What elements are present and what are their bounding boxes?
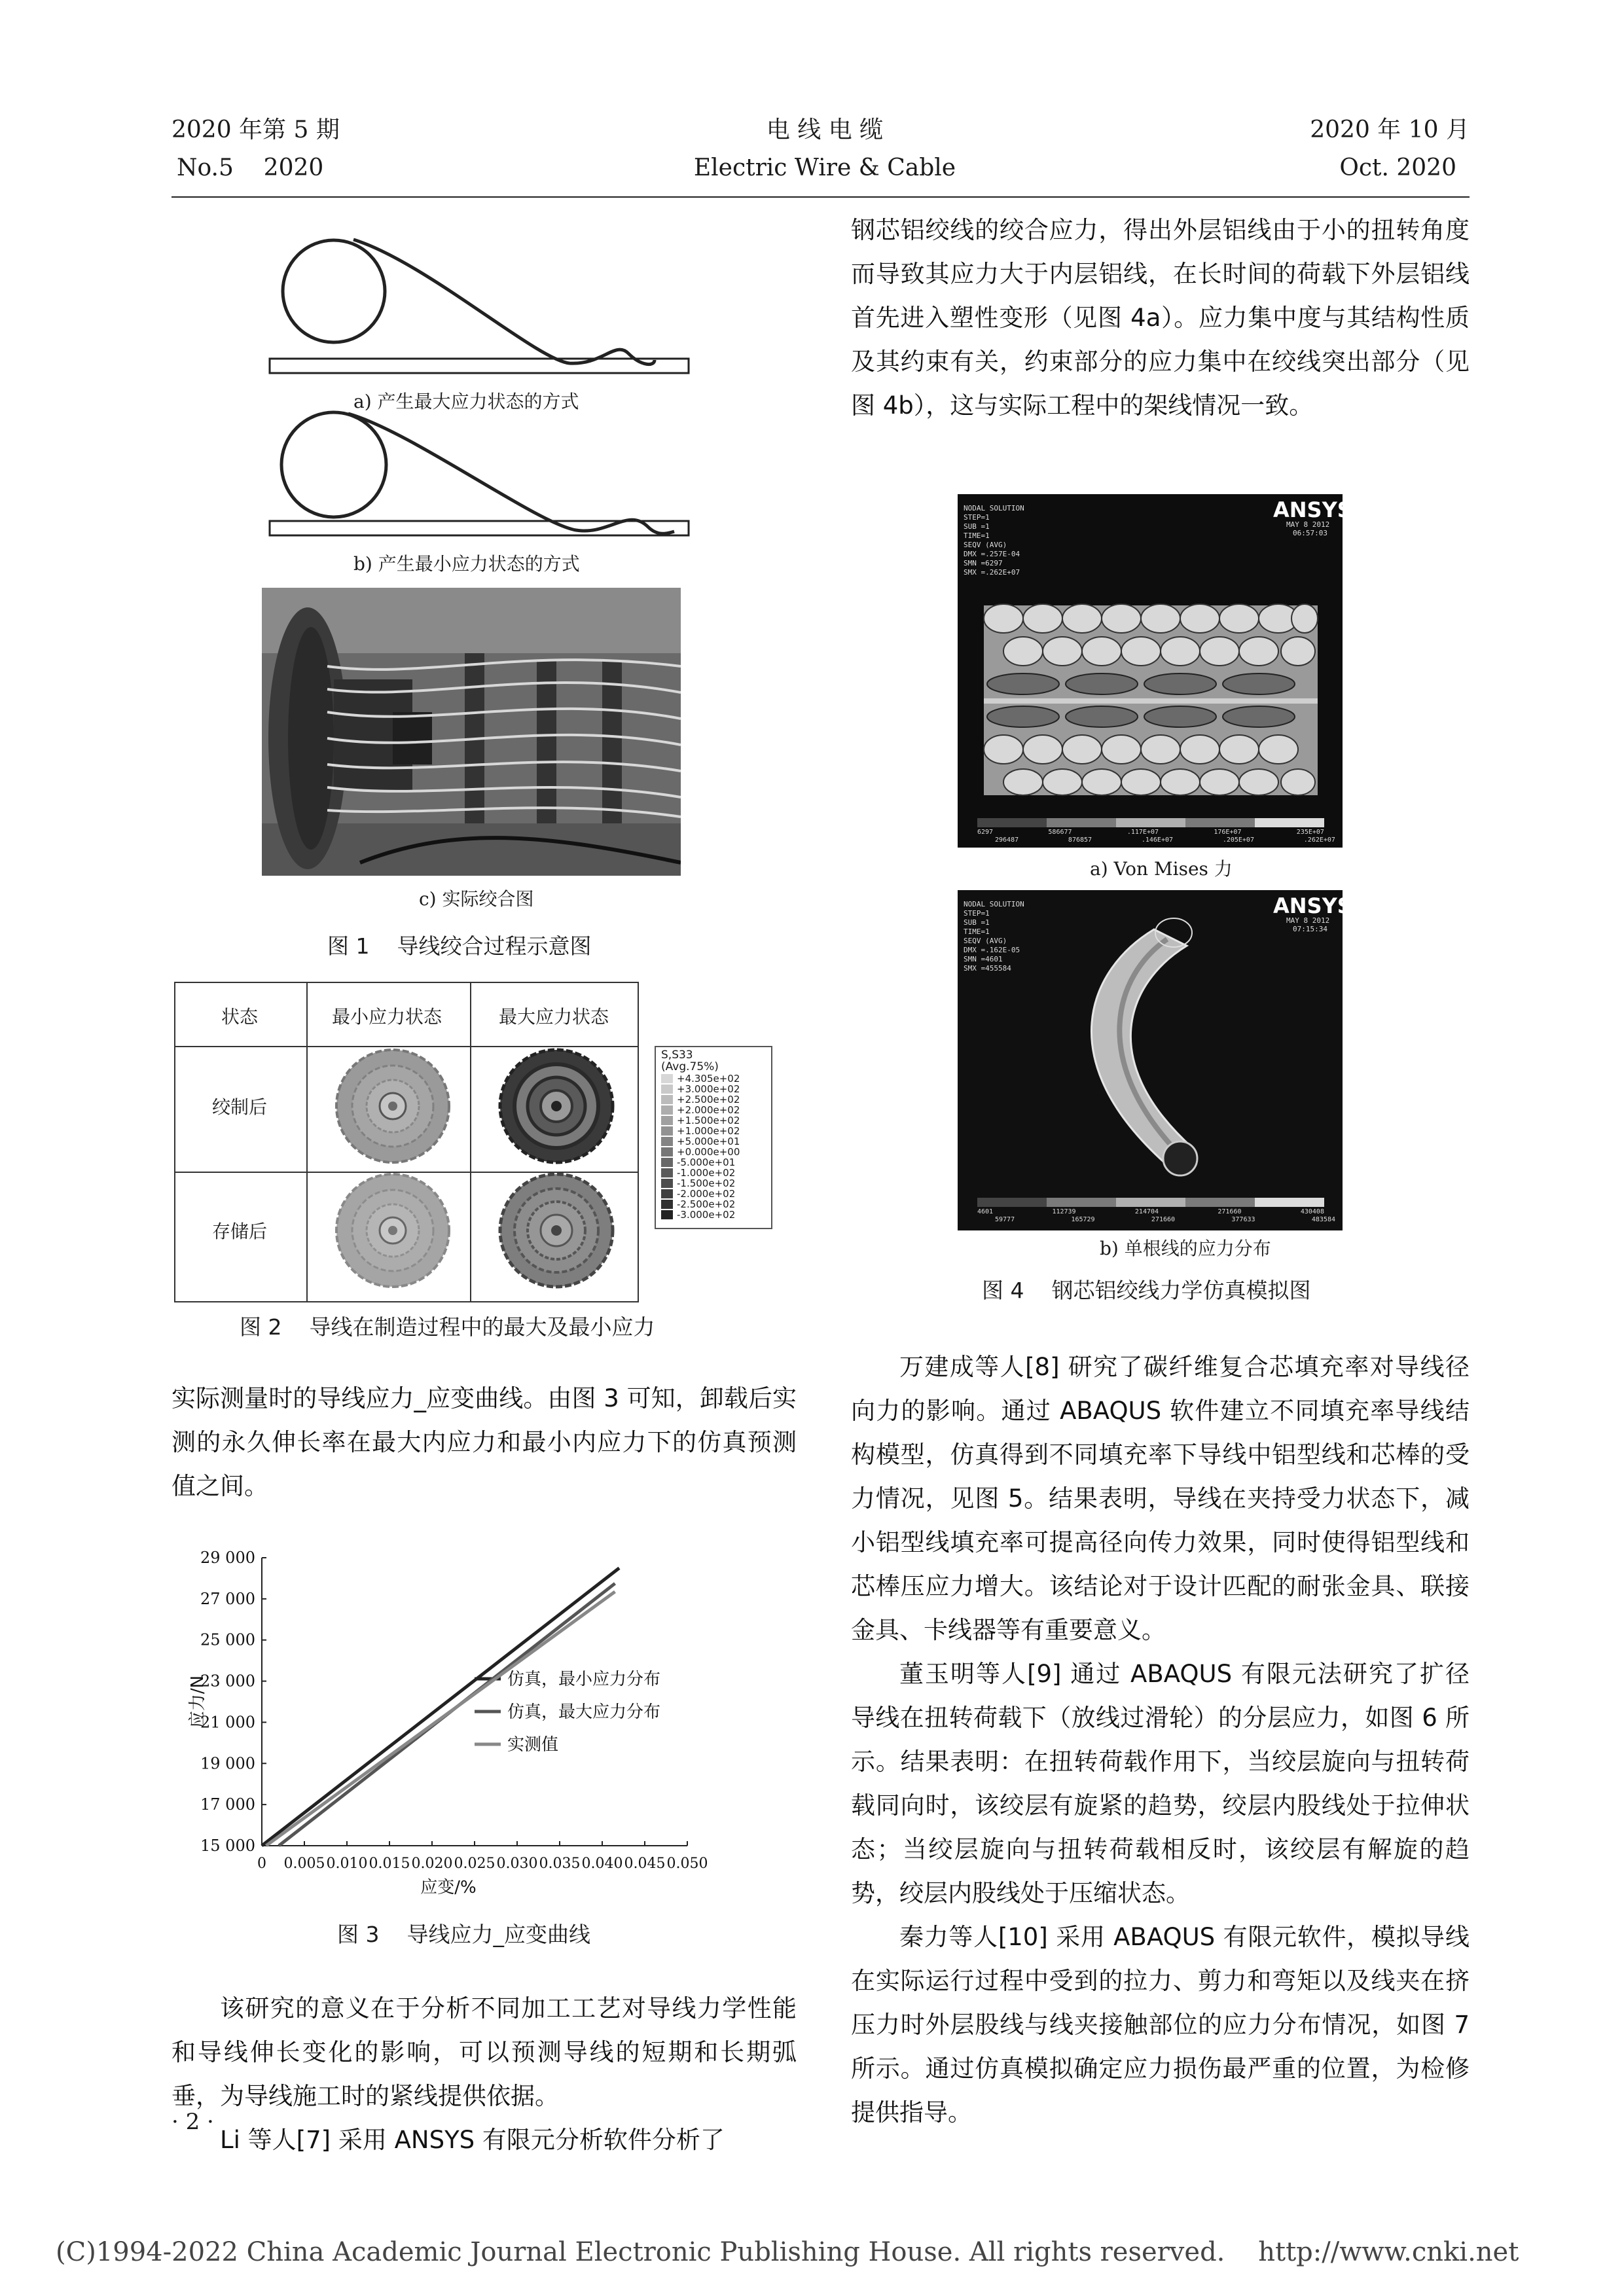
- right-paragraph-3: 董玉明等人[9] 通过 ABAQUS 有限元法研究了扩径导线在扭转荷载下（放线过滑轮）的分层应力，如图 6 所示。结果表明：在扭转荷载作用下，当绞层旋向与扭转荷载同向时，该绞层有旋紧的趋势，绞层内股线处于拉伸状态；当绞层旋向与扭转荷载相反时，该绞层有解旋的趋势，绞层内股线处于压缩状态。: [851, 1660, 1470, 1907]
- fig2-legend-row: [661, 1084, 740, 1094]
- fig4b-info-line: SMX =455584: [964, 964, 1011, 973]
- fig4a-info-line: SUB =1: [964, 522, 990, 531]
- fig3-y-tick-label: 23 000: [200, 1672, 255, 1691]
- fig2-legend-scale: [661, 1073, 740, 1220]
- fig2-legend-value: +2.000e+02: [677, 1104, 740, 1116]
- fig4a-scale-label: .262E+07: [1303, 836, 1335, 844]
- fig2-legend-title: S,S33: [661, 1049, 693, 1062]
- left-paragraph-1: 实际测量时的导线应力_应变曲线。由图 3 可知，卸载后实测的永久伸长率在最大内应力和最小内应力下的仿真预测值之间。: [171, 1384, 797, 1500]
- fig4a-scale-label: 586677: [1048, 829, 1072, 836]
- fig3-x-tick-label: 0.035: [539, 1856, 581, 1872]
- fig2-legend-swatch: [661, 1189, 673, 1198]
- fig4b-info-line: SMN =4601: [964, 955, 1003, 963]
- fig3-x-tick-label: 0.025: [454, 1856, 496, 1872]
- fig3-y-tick-label: 25 000: [200, 1630, 255, 1649]
- fig3-x-tick-label: 0.005: [283, 1856, 325, 1872]
- fig3-x-tick-label: 0.015: [369, 1856, 410, 1872]
- fig4a-logo: ANSYS: [1273, 497, 1352, 522]
- fig4b-scale-label: 430408: [1300, 1208, 1324, 1215]
- fig4b-scale-top: [977, 1208, 1324, 1215]
- fig1b-caption: b) 产生最小应力状态的方式: [353, 553, 580, 575]
- fig2-legend-swatch: [661, 1116, 673, 1125]
- fig4a-scale-label: .146E+07: [1141, 836, 1174, 844]
- fig2-legend-value: +3.000e+02: [677, 1083, 740, 1095]
- fig2-row-after-storage: 存储后: [211, 1221, 267, 1242]
- fig2-legend-value: +5.000e+01: [677, 1136, 740, 1147]
- fig4b-info-line: DMX =.162E-05: [964, 946, 1020, 954]
- fig2-legend-swatch: [661, 1168, 673, 1177]
- fig4a-info-line: TIME=1: [964, 531, 990, 540]
- fig2-legend-row: [661, 1105, 740, 1115]
- fig4b-info-line: TIME=1: [964, 927, 990, 936]
- fig2-section-min-storage: [334, 1172, 452, 1289]
- right-paragraph-1: 钢芯铝绞线的绞合应力，得出外层铝线由于小的扭转角度而导致其应力大于内层铝线，在长时间的荷载下外层铝线首先进入塑性变形（见图 4a）。应力集中度与其结构性质及其约束有关，约束部分的应力集中在绞线突出部分（见图 4b），这与实际工程中的架线情况一致。: [851, 216, 1470, 420]
- fig4a-scale-label: .117E+07: [1127, 829, 1159, 836]
- fig4b-scale-label: 214704: [1134, 1208, 1159, 1215]
- fig3-y-tick-label: 27 000: [200, 1589, 255, 1608]
- fig3-x-tick-label: 0.030: [496, 1856, 538, 1872]
- fig4a-time: 06:57:03: [1293, 529, 1327, 537]
- fig2-col-max: 最大应力状态: [498, 1006, 609, 1028]
- fig2-legend-row: [661, 1115, 740, 1126]
- fig2-legend-value: -3.000e+02: [677, 1209, 736, 1221]
- fig3-title: 图 3 导线应力_应变曲线: [337, 1922, 590, 1947]
- fig2-legend-swatch: [661, 1074, 673, 1083]
- fig4b-scale-label: 483584: [1311, 1216, 1335, 1223]
- fig3-y-tick-label: 15 000: [200, 1837, 255, 1855]
- fig2-legend-swatch: [661, 1147, 673, 1157]
- fig2-legend-value: -5.000e+01: [677, 1157, 736, 1168]
- fig4b-scale-label: 59777: [995, 1216, 1015, 1223]
- fig2-legend-row: [661, 1210, 740, 1220]
- fig1a-diagram: [262, 236, 694, 386]
- fig1-title: 图 1 导线绞合过程示意图: [327, 933, 592, 959]
- fig2-title: 图 2 导线在制造过程中的最大及最小应力: [240, 1314, 655, 1340]
- fig2-legend-row: [661, 1136, 740, 1147]
- fig3-x-label: 应变/%: [420, 1878, 477, 1897]
- fig4a-scale-label: .205E+07: [1222, 836, 1254, 844]
- fig3-y-label: 应力/N: [188, 1675, 208, 1729]
- fig2-legend-row: [661, 1094, 740, 1105]
- fig2-row-after-stranding: 绞制后: [211, 1096, 267, 1118]
- fig2-legend-swatch: [661, 1137, 673, 1146]
- fig3-x-tick-label: 0.010: [326, 1856, 368, 1872]
- fig2-legend-value: +1.000e+02: [677, 1125, 740, 1137]
- fig1c-photo: [262, 588, 681, 876]
- fig2-legend-swatch: [661, 1085, 673, 1094]
- fig3-x-tick-label: 0.020: [411, 1856, 453, 1872]
- fig4b-scale-label: 271660: [1151, 1216, 1176, 1223]
- fig2-col-min: 最小应力状态: [331, 1006, 442, 1028]
- fig3-x-tick-label: 0.050: [666, 1856, 708, 1872]
- left-text-block-1: [171, 1376, 797, 1508]
- fig1a-caption: a) 产生最大应力状态的方式: [353, 391, 579, 412]
- issue-cn: 2020 年第 5 期: [171, 117, 340, 143]
- fig3-x-tick-label: 0.045: [624, 1856, 666, 1872]
- fig3-x-tick-label: 0.040: [581, 1856, 623, 1872]
- fig2-legend-swatch: [661, 1105, 673, 1115]
- fig3-x-tick-label: 0: [257, 1856, 266, 1872]
- fig3-legend-label: 仿真，最小应力分布: [507, 1670, 661, 1689]
- fig4a-scale-label: 235E+07: [1296, 829, 1324, 836]
- fig4a-info-line: STEP=1: [964, 513, 990, 522]
- fig2-legend-swatch: [661, 1158, 673, 1167]
- right-text-block-1: [851, 208, 1470, 427]
- fig2-legend-value: -2.000e+02: [677, 1188, 736, 1200]
- fig2-legend-row: [661, 1073, 740, 1084]
- fig4b-info-line: SEQV (AVG): [964, 937, 1007, 945]
- fig4b-scale-label: 4601: [977, 1208, 994, 1215]
- right-text-block-2: [851, 1345, 1470, 2134]
- right-paragraph-2: 万建成等人[8] 研究了碳纤维复合芯填充率对导线径向力的影响。通过 ABAQUS 软件建立不同填充率导线结构模型，仿真得到不同填充率下导线中铝型线和芯棒的受力情况，见图 5。结果表明，导线在夹持受力状态下，减小铝型线填充率可提高径向传力效果，同时使得铝型线和芯棒压应力增大。该结论对于设计匹配的耐张金具、联接金具、卡线器等有重要意义。: [851, 1353, 1470, 1644]
- left-paragraph-2: 该研究的意义在于分析不同加工工艺对导线力学性能和导线伸长变化的影响，可以预测导线的短期和长期弧垂，为导线施工时的紧线提供依据。: [171, 1994, 797, 2110]
- fig2-legend-value: +2.500e+02: [677, 1094, 740, 1105]
- fig2-legend-row: [661, 1178, 740, 1189]
- fig4b-scale-bottom: [995, 1216, 1335, 1223]
- left-text-block-2: [171, 1986, 797, 2162]
- fig4b-info-line: NODAL SOLUTION: [964, 900, 1024, 908]
- fig2-legend-value: -2.500e+02: [677, 1198, 736, 1210]
- fig4a-info-line: NODAL SOLUTION: [964, 504, 1024, 512]
- fig4a-scale-label: 296487: [995, 836, 1019, 844]
- fig4b-logo: ANSYS: [1273, 893, 1352, 918]
- fig4b-time: 07:15:34: [1293, 925, 1327, 933]
- fig4b-scale-label: 165729: [1071, 1216, 1095, 1223]
- fig3-legend-label: 实测值: [507, 1735, 559, 1755]
- fig2-legend-swatch: [661, 1200, 673, 1209]
- fig2-legend-value: +4.305e+02: [677, 1073, 740, 1085]
- fig4a-info-line: SEQV (AVG): [964, 541, 1007, 549]
- fig2-col-state: 状态: [221, 1006, 258, 1028]
- fig4b-scale-label: 377633: [1231, 1216, 1255, 1223]
- date-cn: 2020 年 10 月: [1310, 117, 1470, 143]
- fig4-title: 图 4 钢芯铝绞线力学仿真模拟图: [982, 1278, 1311, 1303]
- fig4b-info-text: [964, 900, 1024, 973]
- fig4b-date: MAY 8 2012: [1286, 916, 1330, 925]
- fig4b-caption: b) 单根线的应力分布: [1100, 1238, 1271, 1259]
- issue-en: No.5 2020: [177, 154, 324, 181]
- fig2-legend-swatch: [661, 1095, 673, 1104]
- fig4a-date: MAY 8 2012: [1286, 520, 1330, 529]
- fig3-y-tick-label: 19 000: [200, 1754, 255, 1773]
- fig4a-scale-label: 6297: [977, 829, 994, 836]
- fig3-chart: [177, 1545, 766, 1905]
- fig1b-diagram: [262, 393, 694, 543]
- fig4a-info-text: [964, 504, 1024, 577]
- fig2-legend-subtitle: (Avg.75%): [661, 1060, 719, 1073]
- fig3-y-tick-label: 29 000: [200, 1549, 255, 1567]
- fig4b-scale-label: 112739: [1052, 1208, 1076, 1215]
- page-number: · 2 ·: [171, 2109, 214, 2135]
- fig2-legend-value: +1.500e+02: [677, 1115, 740, 1126]
- fig2-legend-value: -1.000e+02: [677, 1167, 736, 1179]
- fig2-legend-row: [661, 1147, 740, 1157]
- fig3-y-tick-label: 17 000: [200, 1795, 255, 1814]
- fig4b-info-line: SUB =1: [964, 918, 990, 927]
- fig2-section-max-storage: [497, 1172, 615, 1289]
- fig4a-scale-bottom: [995, 836, 1335, 844]
- fig2-legend-swatch: [661, 1179, 673, 1188]
- left-paragraph-3: Li 等人[7] 采用 ANSYS 有限元分析软件分析了: [220, 2126, 725, 2154]
- fig2-legend-row: [661, 1157, 740, 1168]
- fig4a-info-line: DMX =.257E-04: [964, 550, 1020, 558]
- fig4a-info-line: SMX =.262E+07: [964, 568, 1020, 577]
- journal-title-en: Electric Wire & Cable: [693, 154, 956, 181]
- fig2-legend-swatch: [661, 1210, 673, 1219]
- fig4b-info-line: STEP=1: [964, 909, 990, 918]
- fig3-y-tick-label: 21 000: [200, 1713, 255, 1732]
- fig2-legend-row: [661, 1168, 740, 1178]
- fig2-legend-value: +0.000e+00: [677, 1146, 740, 1158]
- fig4b-scale-label: 271660: [1218, 1208, 1242, 1215]
- date-en: Oct. 2020: [1339, 154, 1456, 181]
- fig2-section-min-after: [334, 1047, 452, 1165]
- copyright-line: (C)1994-2022 China Academic Journal Electronic Publishing House. All rights reserved. http://www.cnki.net: [56, 2237, 1519, 2267]
- fig2-legend-row: [661, 1199, 740, 1210]
- fig4a-scale-label: 176E+07: [1214, 829, 1242, 836]
- fig2-legend-swatch: [661, 1126, 673, 1136]
- fig2-section-max-after: [497, 1047, 615, 1165]
- fig2-legend-row: [661, 1189, 740, 1199]
- fig4a-info-line: SMN =6297: [964, 559, 1003, 567]
- fig1c-caption: c) 实际绞合图: [419, 888, 534, 910]
- fig2-legend-row: [661, 1126, 740, 1136]
- journal-title-cn: 电 线 电 缆: [766, 117, 884, 143]
- fig3-legend-label: 仿真，最大应力分布: [507, 1702, 661, 1722]
- right-paragraph-4: 秦力等人[10] 采用 ABAQUS 有限元软件，模拟导线在实际运行过程中受到的拉力、剪力和弯矩以及线夹在挤压力时外层股线与线夹接触部位的应力分布情况，如图 7 所示。通过仿真模拟确定应力损伤最严重的位置，为检修提供指导。: [851, 1923, 1470, 2126]
- fig4a-scale-top: [977, 829, 1324, 836]
- header-rule: [171, 196, 1470, 198]
- fig4a-caption: a) Von Mises 力: [1090, 858, 1233, 880]
- fig2-legend-value: -1.500e+02: [677, 1177, 736, 1189]
- fig4a-scale-label: 876857: [1068, 836, 1092, 844]
